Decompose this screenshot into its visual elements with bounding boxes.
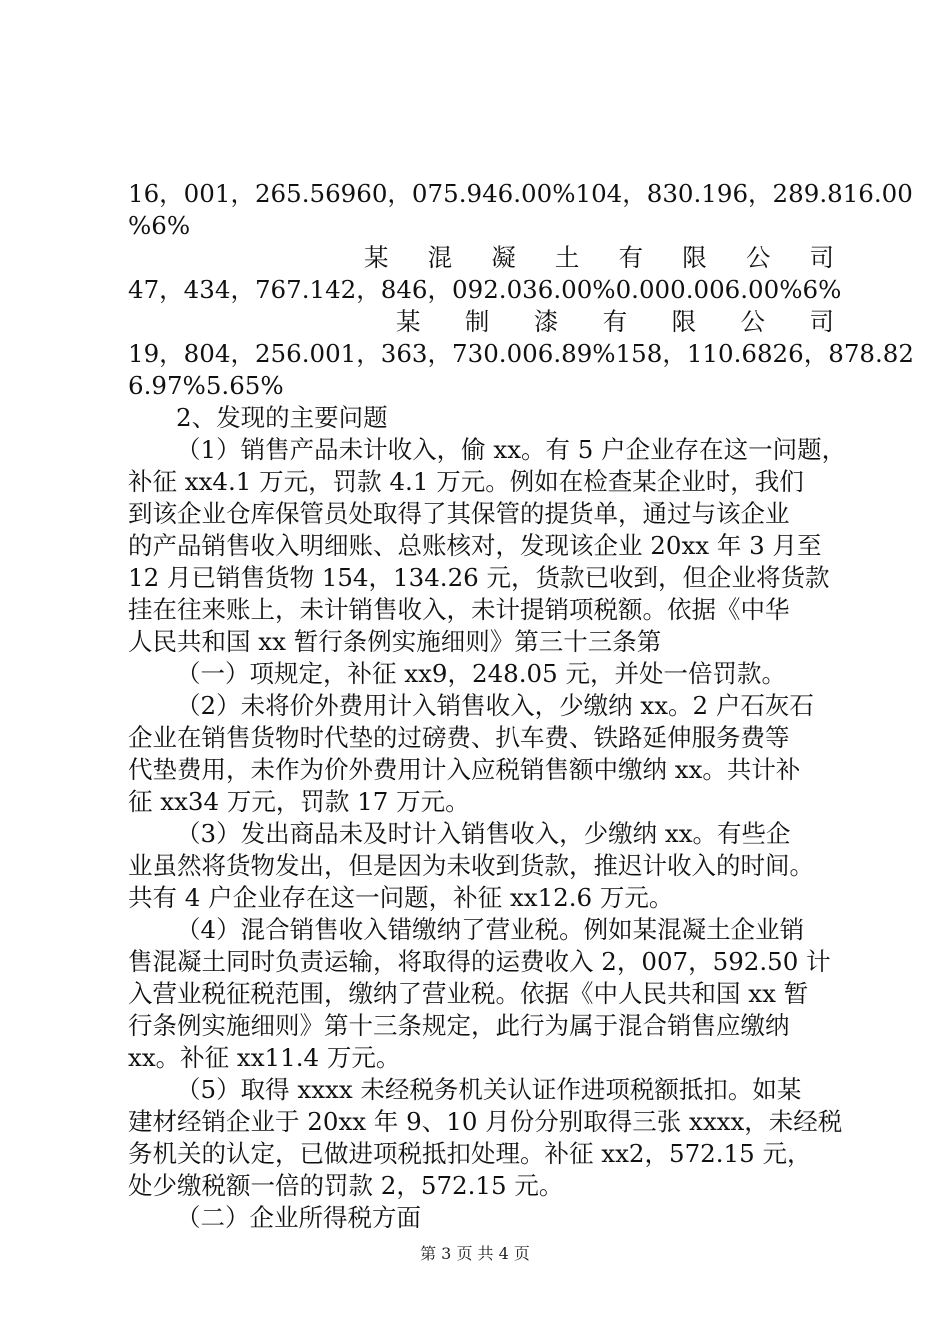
- paragraph-line: （1）销售产品未计收入，偷 xx。有 5 户企业存在这一问题，: [176, 435, 847, 464]
- paragraph-line: 到该企业仓库保管员处取得了其保管的提货单，通过与该企业: [128, 499, 790, 528]
- paragraph-line: 12 月已销售货物 154，134.26 元，货款已收到，但企业将货款: [128, 563, 830, 592]
- paragraph-line: 业虽然将货物发出，但是因为未收到货款，推迟计收入的时间。: [128, 851, 814, 880]
- paragraph-line: 处少缴税额一倍的罚款 2，572.15 元。: [128, 1171, 564, 1200]
- company-name-zhiqi: 某 制 漆 有 限 公 司: [396, 307, 834, 336]
- paragraph-line: 建材经销企业于 20xx 年 9、10 月份分别取得三张 xxxx，未经税: [128, 1107, 843, 1136]
- paragraph-line: 行条例实施细则》第十三条规定，此行为属于混合销售应缴纳: [128, 1011, 790, 1040]
- paragraph-line: 务机关的认定，已做进项税抵扣处理。补征 xx2，572.15 元，: [128, 1139, 812, 1168]
- paragraph-line: （4）混合销售收入错缴纳了营业税。例如某混凝土企业销: [176, 915, 805, 944]
- company-name-hunningtu: 某 混 凝 土 有 限 公 司: [364, 243, 834, 272]
- paragraph-line: 征 xx34 万元，罚款 17 万元。: [128, 787, 470, 816]
- table-row-text: 19，804，256.001，363，730.006.89%158，110.6826，878.82: [128, 339, 914, 368]
- paragraph-line: 代垫费用，未作为价外费用计入应税销售额中缴纳 xx。共计补: [128, 755, 801, 784]
- paragraph-line: xx。补征 xx11.4 万元。: [128, 1043, 401, 1072]
- paragraph-line: 售混凝土同时负责运输，将取得的运费收入 2，007，592.50 计: [128, 947, 831, 976]
- page-footer: 第 3 页 共 4 页: [420, 1244, 530, 1263]
- paragraph-line: （3）发出商品未及时计入销售收入，少缴纳 xx。有些企: [176, 819, 791, 848]
- table-row-text: 47，434，767.142，846，092.036.00%0.000.006.00%6%: [128, 275, 842, 304]
- section-heading: （二）企业所得税方面: [176, 1203, 421, 1232]
- table-row-text: 16，001，265.56960，075.946.00%104，830.196，289.816.00: [128, 179, 913, 208]
- table-row-text: 6.97%5.65%: [128, 371, 284, 400]
- paragraph-line: （2）未将价外费用计入销售收入，少缴纳 xx。2 户石灰石: [176, 691, 814, 720]
- paragraph-line: 的产品销售收入明细账、总账核对，发现该企业 20xx 年 3 月至: [128, 531, 822, 560]
- paragraph-line: 挂在往来账上，未计销售收入，未计提销项税额。依据《中华: [128, 595, 790, 624]
- paragraph-line: 共有 4 户企业存在这一问题，补征 xx12.6 万元。: [128, 883, 674, 912]
- paragraph-line: （一）项规定，补征 xx9，248.05 元，并处一倍罚款。: [176, 659, 787, 688]
- section-heading: 2、发现的主要问题: [176, 403, 388, 432]
- paragraph-line: （5）取得 xxxx 未经税务机关认证作进项税额抵扣。如某: [176, 1075, 802, 1104]
- paragraph-line: 补征 xx4.1 万元，罚款 4.1 万元。例如在检查某企业时，我们: [128, 467, 804, 496]
- paragraph-line: 入营业税征税范围，缴纳了营业税。依据《中人民共和国 xx 暂: [128, 979, 809, 1008]
- paragraph-line: 人民共和国 xx 暂行条例实施细则》第三十三条第: [128, 627, 662, 656]
- table-row-text: %6%: [128, 211, 191, 240]
- paragraph-line: 企业在销售货物时代垫的过磅费、扒车费、铁路延伸服务费等: [128, 723, 790, 752]
